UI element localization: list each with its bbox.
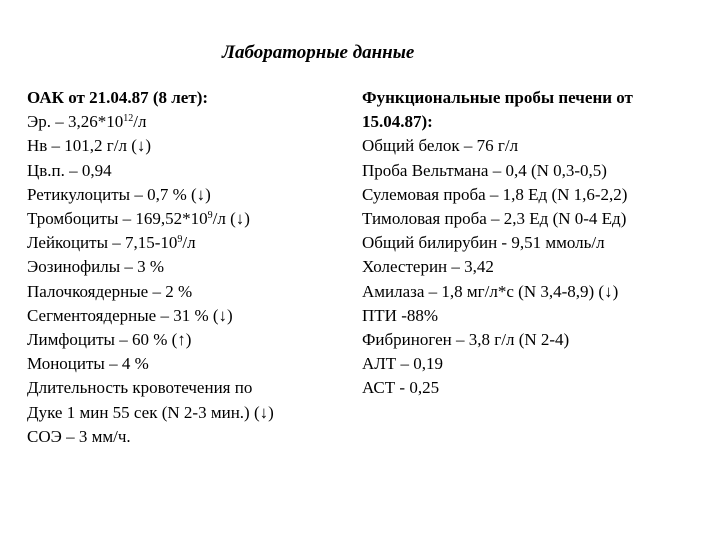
leukocytes-exponent: 9 <box>177 234 183 246</box>
page-title: Лабораторные данные <box>222 42 415 63</box>
alt-line: АЛТ – 0,19 <box>362 354 443 374</box>
platelets-unit: /л (↓) <box>212 209 250 229</box>
total-protein-line: Общий белок – 76 г/л <box>362 136 519 156</box>
hemoglobin-line: Нв – 101,2 г/л (↓) <box>27 136 152 156</box>
erythrocytes-unit: /л <box>133 112 147 132</box>
eosinophils-line: Эозинофилы – 3 % <box>27 257 165 277</box>
erythrocytes-exponent: 12 <box>123 113 134 125</box>
esr-line: СОЭ – 3 мм/ч. <box>27 426 131 446</box>
pti-line: ПТИ -88% <box>362 305 439 325</box>
reticulocytes-line: Ретикулоциты – 0,7 % (↓) <box>27 184 211 204</box>
thymol-test-line: Тимоловая проба – 2,3 Ед (N 0-4 Ед) <box>362 209 627 229</box>
bleeding-time-line-2: Дуке 1 мин 55 сек (N 2-3 мин.) (↓) <box>27 402 274 422</box>
amylase-line: Амилаза – 1,8 мг/л*с (N 3,4-8,9) (↓) <box>362 281 619 301</box>
bilirubin-line: Общий билирубин - 9,51 ммоль/л <box>362 233 605 253</box>
weltmann-test-line: Проба Вельтмана – 0,4 (N 0,3-0,5) <box>362 160 607 180</box>
liver-tests-heading-1: Функциональные пробы печени от <box>362 88 633 107</box>
platelets-exponent: 9 <box>207 210 213 222</box>
leukocytes-text: Лейкоциты – 7,15-10 <box>27 233 178 253</box>
liver-tests-column <box>362 86 712 401</box>
cholesterol-line: Холестерин – 3,42 <box>362 257 494 277</box>
ast-line: АСТ - 0,25 <box>362 378 440 398</box>
liver-tests-heading-2: 15.04.87): <box>362 112 433 132</box>
fibrinogen-line: Фибриноген – 3,8 г/л (N 2-4) <box>362 330 570 350</box>
band-neutrophils-line: Палочкоядерные – 2 % <box>27 281 193 301</box>
cbc-column <box>27 86 347 449</box>
platelets-text: Тромбоциты – 169,52*10 <box>27 209 208 229</box>
segmented-neutrophils-line: Сегментоядерные – 31 % (↓) <box>27 305 233 325</box>
bleeding-time-line-1: Длительность кровотечения по <box>27 378 253 398</box>
erythrocytes-text: Эр. – 3,26*10 <box>27 112 124 132</box>
cbc-heading: ОАК от 21.04.87 (8 лет): <box>27 88 209 107</box>
monocytes-line: Моноциты – 4 % <box>27 354 149 374</box>
platelets-line <box>27 207 347 231</box>
lymphocytes-line: Лимфоциты – 60 % (↑) <box>27 330 192 350</box>
erythrocytes-line <box>27 110 347 134</box>
leukocytes-line <box>27 231 347 255</box>
leukocytes-unit: /л <box>182 233 196 253</box>
sublimate-test-line: Сулемовая проба – 1,8 Ед (N 1,6-2,2) <box>362 184 628 204</box>
color-index-line: Цв.п. – 0,94 <box>27 160 112 180</box>
